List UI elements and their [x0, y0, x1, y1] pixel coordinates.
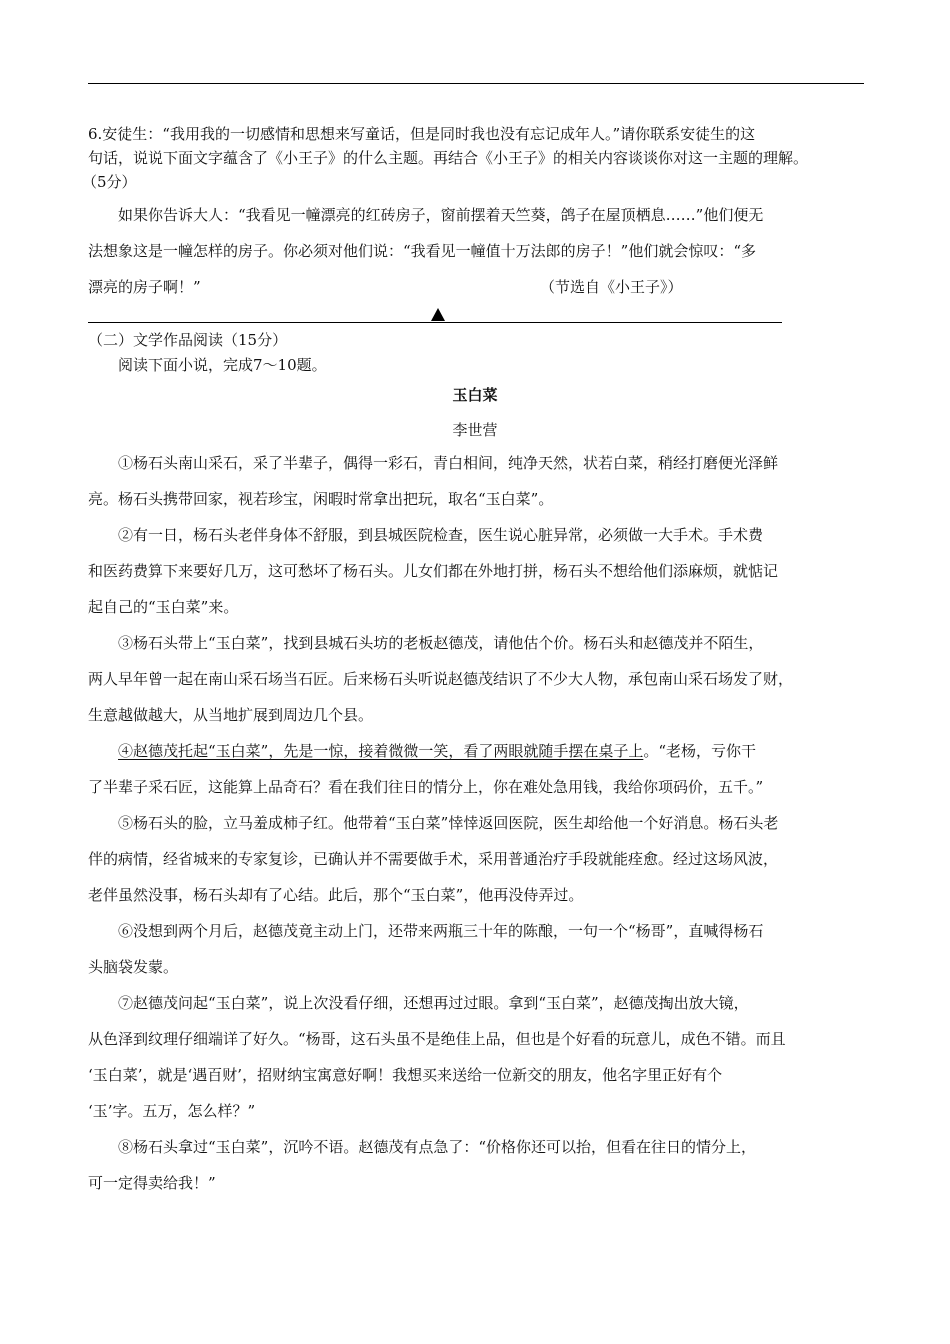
- quote-line-1: 如果你告诉大人：“我看见一幢漂亮的红砖房子，窗前摆着天竺葵，鸽子在屋顶栖息……”他们便无: [118, 206, 764, 224]
- story-line: 和医药费算下来要好几万，这可愁坏了杨石头。儿女们都在外地打拼，杨石头不想给他们添麻烦，就惦记: [88, 562, 779, 580]
- story-line: ‘玉’字。五万，怎么样？”: [88, 1102, 256, 1120]
- q6-line-1: 6.安徒生：“我用我的一切感情和思想来写童话，但是同时我也没有忘记成年人。”请你联系安徒生的这: [88, 125, 756, 143]
- section-divider: [88, 322, 782, 323]
- story-line: 起自己的“玉白菜”来。: [88, 598, 239, 616]
- story-line: 头脑袋发蒙。: [88, 958, 179, 976]
- story-line: 亮。杨石头携带回家，视若珍宝，闲暇时常拿出把玩，取名“玉白菜”。: [88, 490, 554, 508]
- story-line: 可一定得卖给我！”: [88, 1174, 216, 1192]
- story-line: ②有一日，杨石头老伴身体不舒服，到县城医院检查，医生说心脏异常，必须做一大手术。手术费: [118, 526, 764, 544]
- triangle-marker: [431, 308, 445, 321]
- story-line: ⑧杨石头拿过“玉白菜”，沉吟不语。赵德茂有点急了：“价格你还可以抬，但看在往日的情分上，: [118, 1138, 757, 1156]
- quote-source: （节选自《小王子》）: [540, 278, 683, 296]
- story-line-p4: [118, 739, 756, 763]
- section-heading: （二）文学作品阅读（15分）: [88, 331, 288, 349]
- story-line: ⑥没想到两个月后，赵德茂竟主动上门，还带来两瓶三十年的陈酿，一句一个“杨哥”，直喊得杨石: [118, 922, 764, 940]
- top-rule: [88, 83, 864, 84]
- story-line: ‘玉白菜’，就是‘遇百财’，招财纳宝寓意好啊！我想买来送给一位新交的朋友，他名字里正好有个: [88, 1066, 723, 1084]
- story-line: ⑤杨石头的脸，立马羞成柿子红。他带着“玉白菜”悻悻返回医院，医生却给他一个好消息。杨石头老: [118, 814, 779, 832]
- story-line: ⑦赵德茂问起“玉白菜”，说上次没看仔细，还想再过过眼。拿到“玉白菜”，赵德茂掏出放大镜，: [118, 994, 749, 1012]
- story-line: ③杨石头带上“玉白菜”，找到县城石头坊的老板赵德茂，请他估个价。杨石头和赵德茂并不陌生，: [118, 634, 764, 652]
- story-line: 生意越做越大，从当地扩展到周边几个县。: [88, 706, 374, 724]
- q6-line-2: 句话，说说下面文字蕴含了《小王子》的什么主题。再结合《小王子》的相关内容谈谈你对这一主题的理解。: [88, 149, 809, 167]
- story-title: 玉白菜: [452, 386, 498, 404]
- story-line: 两人早年曾一起在南山采石场当石匠。后来杨石头听说赵德茂结识了不少大人物，承包南山采石场发了财，: [88, 670, 794, 688]
- story-line: 伴的病情，经省城来的专家复诊，已确认并不需要做手术，采用普通治疗手段就能痊愈。经过这场风波，: [88, 850, 779, 868]
- story-author: 李世营: [452, 421, 498, 439]
- quote-line-2: 法想象这是一幢怎样的房子。你必须对他们说：“我看见一幢值十万法郎的房子！”他们就会惊叹：“多: [88, 242, 757, 260]
- story-line: 了半辈子采石匠，这能算上品奇石？看在我们往日的情分上，你在难处急用钱，我给你项码价，五千。”: [88, 778, 764, 796]
- quote-line-3: 漂亮的房子啊！”: [88, 278, 201, 296]
- story-line: ①杨石头南山采石，采了半辈子，偶得一彩石，青白相间，纯净天然，状若白菜，稍经打磨便光泽鲜: [118, 454, 779, 472]
- underlined-sentence: ④赵德茂托起“玉白菜”，先是一惊，接着微微一笑，看了两眼就随手摆在桌子上: [118, 742, 644, 760]
- story-line: 老伴虽然没事，杨石头却有了心结。此后，那个“玉白菜”，他再没侍弄过。: [88, 886, 584, 904]
- p4-rest: 。“老杨，亏你干: [643, 742, 757, 760]
- story-line: 从色泽到纹理仔细端详了好久。“杨哥，这石头虽不是绝佳上品，但也是个好看的玩意儿，成色不错。而且: [88, 1030, 786, 1048]
- section-instruction: 阅读下面小说，完成7～10题。: [118, 356, 327, 374]
- q6-points: （5分）: [82, 173, 137, 191]
